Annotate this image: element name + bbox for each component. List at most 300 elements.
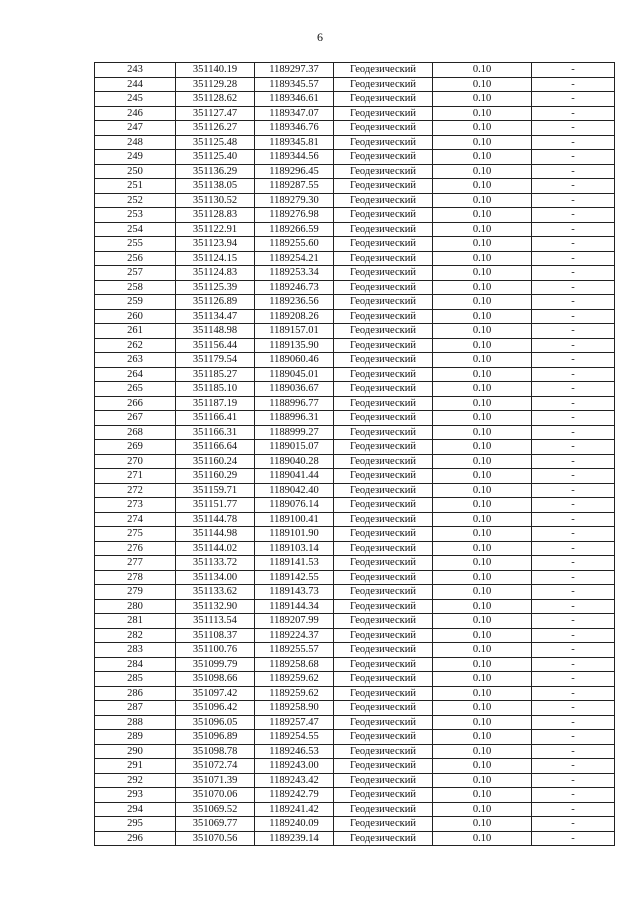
- x-coordinate-cell: 351099.79: [176, 657, 255, 672]
- y-coordinate-cell: 1189224.37: [255, 628, 334, 643]
- x-coordinate-cell: 351127.47: [176, 106, 255, 121]
- accuracy-cell: 0.10: [433, 106, 532, 121]
- y-coordinate-cell: 1189015.07: [255, 440, 334, 455]
- x-coordinate-cell: 351156.44: [176, 338, 255, 353]
- y-coordinate-cell: 1189141.53: [255, 556, 334, 571]
- accuracy-cell: 0.10: [433, 266, 532, 281]
- description-cell: -: [532, 164, 615, 179]
- accuracy-cell: 0.10: [433, 251, 532, 266]
- x-coordinate-cell: 351166.64: [176, 440, 255, 455]
- accuracy-cell: 0.10: [433, 512, 532, 527]
- accuracy-cell: 0.10: [433, 135, 532, 150]
- x-coordinate-cell: 351125.40: [176, 150, 255, 165]
- description-cell: -: [532, 193, 615, 208]
- table-row: [95, 353, 615, 368]
- description-cell: -: [532, 715, 615, 730]
- method-cell: Геодезический: [334, 556, 433, 571]
- accuracy-cell: 0.10: [433, 425, 532, 440]
- description-cell: -: [532, 556, 615, 571]
- y-coordinate-cell: 1189347.07: [255, 106, 334, 121]
- y-coordinate-cell: 1189241.42: [255, 802, 334, 817]
- x-coordinate-cell: 351128.83: [176, 208, 255, 223]
- description-cell: -: [532, 773, 615, 788]
- description-cell: -: [532, 483, 615, 498]
- y-coordinate-cell: 1189246.53: [255, 744, 334, 759]
- accuracy-cell: 0.10: [433, 179, 532, 194]
- x-coordinate-cell: 351134.47: [176, 309, 255, 324]
- description-cell: -: [532, 744, 615, 759]
- table-row: [95, 657, 615, 672]
- y-coordinate-cell: 1189276.98: [255, 208, 334, 223]
- description-cell: -: [532, 106, 615, 121]
- description-cell: -: [532, 672, 615, 687]
- table-row: [95, 599, 615, 614]
- point-number-cell: 265: [95, 382, 176, 397]
- point-number-cell: 260: [95, 309, 176, 324]
- accuracy-cell: 0.10: [433, 367, 532, 382]
- description-cell: -: [532, 440, 615, 455]
- point-number-cell: 263: [95, 353, 176, 368]
- point-number-cell: 291: [95, 759, 176, 774]
- description-cell: -: [532, 541, 615, 556]
- point-number-cell: 251: [95, 179, 176, 194]
- y-coordinate-cell: 1189345.57: [255, 77, 334, 92]
- method-cell: Геодезический: [334, 92, 433, 107]
- accuracy-cell: 0.10: [433, 701, 532, 716]
- method-cell: Геодезический: [334, 657, 433, 672]
- x-coordinate-cell: 351159.71: [176, 483, 255, 498]
- page-number: 6: [317, 30, 323, 44]
- point-number-cell: 286: [95, 686, 176, 701]
- x-coordinate-cell: 351071.39: [176, 773, 255, 788]
- y-coordinate-cell: 1189060.46: [255, 353, 334, 368]
- description-cell: -: [532, 237, 615, 252]
- point-number-cell: 261: [95, 324, 176, 339]
- description-cell: -: [532, 353, 615, 368]
- description-cell: -: [532, 817, 615, 832]
- point-number-cell: 271: [95, 469, 176, 484]
- description-cell: -: [532, 150, 615, 165]
- accuracy-cell: 0.10: [433, 208, 532, 223]
- point-number-cell: 272: [95, 483, 176, 498]
- y-coordinate-cell: 1188996.77: [255, 396, 334, 411]
- description-cell: -: [532, 295, 615, 310]
- table-row: [95, 251, 615, 266]
- method-cell: Геодезический: [334, 483, 433, 498]
- x-coordinate-cell: 351140.19: [176, 63, 255, 78]
- x-coordinate-cell: 351070.06: [176, 788, 255, 803]
- method-cell: Геодезический: [334, 599, 433, 614]
- point-number-cell: 253: [95, 208, 176, 223]
- point-number-cell: 247: [95, 121, 176, 136]
- method-cell: Геодезический: [334, 150, 433, 165]
- point-number-cell: 254: [95, 222, 176, 237]
- description-cell: -: [532, 527, 615, 542]
- accuracy-cell: 0.10: [433, 483, 532, 498]
- y-coordinate-cell: 1189103.14: [255, 541, 334, 556]
- method-cell: Геодезический: [334, 773, 433, 788]
- table-row: [95, 498, 615, 513]
- table-row: [95, 469, 615, 484]
- method-cell: Геодезический: [334, 280, 433, 295]
- accuracy-cell: 0.10: [433, 469, 532, 484]
- table-row: [95, 77, 615, 92]
- y-coordinate-cell: 1189243.42: [255, 773, 334, 788]
- accuracy-cell: 0.10: [433, 454, 532, 469]
- accuracy-cell: 0.10: [433, 527, 532, 542]
- table-row: [95, 628, 615, 643]
- point-number-cell: 290: [95, 744, 176, 759]
- point-number-cell: 243: [95, 63, 176, 78]
- table-row: [95, 338, 615, 353]
- x-coordinate-cell: 351125.48: [176, 135, 255, 150]
- point-number-cell: 244: [95, 77, 176, 92]
- table-row: [95, 759, 615, 774]
- description-cell: -: [532, 512, 615, 527]
- description-cell: -: [532, 251, 615, 266]
- y-coordinate-cell: 1189242.79: [255, 788, 334, 803]
- description-cell: -: [532, 208, 615, 223]
- table-row: [95, 396, 615, 411]
- y-coordinate-cell: 1189135.90: [255, 338, 334, 353]
- point-number-cell: 282: [95, 628, 176, 643]
- y-coordinate-cell: 1189254.55: [255, 730, 334, 745]
- point-number-cell: 252: [95, 193, 176, 208]
- y-coordinate-cell: 1189101.90: [255, 527, 334, 542]
- method-cell: Геодезический: [334, 193, 433, 208]
- method-cell: Геодезический: [334, 527, 433, 542]
- table-row: [95, 556, 615, 571]
- method-cell: Геодезический: [334, 237, 433, 252]
- x-coordinate-cell: 351069.77: [176, 817, 255, 832]
- accuracy-cell: 0.10: [433, 164, 532, 179]
- accuracy-cell: 0.10: [433, 121, 532, 136]
- accuracy-cell: 0.10: [433, 353, 532, 368]
- point-number-cell: 258: [95, 280, 176, 295]
- method-cell: Геодезический: [334, 512, 433, 527]
- method-cell: Геодезический: [334, 411, 433, 426]
- y-coordinate-cell: 1189036.67: [255, 382, 334, 397]
- x-coordinate-cell: 351124.15: [176, 251, 255, 266]
- method-cell: Геодезический: [334, 251, 433, 266]
- x-coordinate-cell: 351126.89: [176, 295, 255, 310]
- method-cell: Геодезический: [334, 353, 433, 368]
- method-cell: Геодезический: [334, 730, 433, 745]
- table-row: [95, 222, 615, 237]
- x-coordinate-cell: 351113.54: [176, 614, 255, 629]
- table-row: [95, 454, 615, 469]
- accuracy-cell: 0.10: [433, 222, 532, 237]
- method-cell: Геодезический: [334, 788, 433, 803]
- point-number-cell: 257: [95, 266, 176, 281]
- x-coordinate-cell: 351134.00: [176, 570, 255, 585]
- description-cell: -: [532, 614, 615, 629]
- table-row: [95, 788, 615, 803]
- x-coordinate-cell: 351133.72: [176, 556, 255, 571]
- x-coordinate-cell: 351108.37: [176, 628, 255, 643]
- accuracy-cell: 0.10: [433, 599, 532, 614]
- method-cell: Геодезический: [334, 715, 433, 730]
- coordinates-table-body: [95, 63, 615, 846]
- description-cell: -: [532, 222, 615, 237]
- accuracy-cell: 0.10: [433, 686, 532, 701]
- y-coordinate-cell: 1189258.68: [255, 657, 334, 672]
- y-coordinate-cell: 1189041.44: [255, 469, 334, 484]
- point-number-cell: 266: [95, 396, 176, 411]
- table-row: [95, 701, 615, 716]
- accuracy-cell: 0.10: [433, 396, 532, 411]
- description-cell: -: [532, 367, 615, 382]
- table-row: [95, 208, 615, 223]
- x-coordinate-cell: 351133.62: [176, 585, 255, 600]
- table-row: [95, 817, 615, 832]
- table-row: [95, 730, 615, 745]
- table-row: [95, 411, 615, 426]
- y-coordinate-cell: 1189243.00: [255, 759, 334, 774]
- point-number-cell: 284: [95, 657, 176, 672]
- accuracy-cell: 0.10: [433, 150, 532, 165]
- method-cell: Геодезический: [334, 208, 433, 223]
- y-coordinate-cell: 1189258.90: [255, 701, 334, 716]
- accuracy-cell: 0.10: [433, 498, 532, 513]
- y-coordinate-cell: 1189255.57: [255, 643, 334, 658]
- description-cell: -: [532, 802, 615, 817]
- method-cell: Геодезический: [334, 541, 433, 556]
- accuracy-cell: 0.10: [433, 759, 532, 774]
- description-cell: -: [532, 92, 615, 107]
- table-row: [95, 63, 615, 78]
- method-cell: Геодезический: [334, 585, 433, 600]
- method-cell: Геодезический: [334, 367, 433, 382]
- method-cell: Геодезический: [334, 266, 433, 281]
- point-number-cell: 275: [95, 527, 176, 542]
- point-number-cell: 281: [95, 614, 176, 629]
- point-number-cell: 249: [95, 150, 176, 165]
- description-cell: -: [532, 831, 615, 846]
- accuracy-cell: 0.10: [433, 614, 532, 629]
- y-coordinate-cell: 1189346.76: [255, 121, 334, 136]
- x-coordinate-cell: 351187.19: [176, 396, 255, 411]
- accuracy-cell: 0.10: [433, 324, 532, 339]
- accuracy-cell: 0.10: [433, 280, 532, 295]
- description-cell: -: [532, 585, 615, 600]
- accuracy-cell: 0.10: [433, 817, 532, 832]
- point-number-cell: 289: [95, 730, 176, 745]
- x-coordinate-cell: 351124.83: [176, 266, 255, 281]
- x-coordinate-cell: 351125.39: [176, 280, 255, 295]
- method-cell: Геодезический: [334, 454, 433, 469]
- table-row: [95, 715, 615, 730]
- y-coordinate-cell: 1189246.73: [255, 280, 334, 295]
- method-cell: Геодезический: [334, 179, 433, 194]
- x-coordinate-cell: 351129.28: [176, 77, 255, 92]
- x-coordinate-cell: 351144.78: [176, 512, 255, 527]
- table-row: [95, 570, 615, 585]
- description-cell: -: [532, 396, 615, 411]
- x-coordinate-cell: 351132.90: [176, 599, 255, 614]
- table-row: [95, 643, 615, 658]
- accuracy-cell: 0.10: [433, 309, 532, 324]
- x-coordinate-cell: 351185.27: [176, 367, 255, 382]
- y-coordinate-cell: 1189259.62: [255, 672, 334, 687]
- accuracy-cell: 0.10: [433, 295, 532, 310]
- description-cell: -: [532, 454, 615, 469]
- point-number-cell: 276: [95, 541, 176, 556]
- x-coordinate-cell: 351151.77: [176, 498, 255, 513]
- description-cell: -: [532, 570, 615, 585]
- method-cell: Геодезический: [334, 628, 433, 643]
- point-number-cell: 250: [95, 164, 176, 179]
- point-number-cell: 246: [95, 106, 176, 121]
- method-cell: Геодезический: [334, 817, 433, 832]
- x-coordinate-cell: 351148.98: [176, 324, 255, 339]
- y-coordinate-cell: 1189157.01: [255, 324, 334, 339]
- method-cell: Геодезический: [334, 63, 433, 78]
- method-cell: Геодезический: [334, 135, 433, 150]
- accuracy-cell: 0.10: [433, 541, 532, 556]
- method-cell: Геодезический: [334, 744, 433, 759]
- point-number-cell: 248: [95, 135, 176, 150]
- point-number-cell: 283: [95, 643, 176, 658]
- description-cell: -: [532, 63, 615, 78]
- description-cell: -: [532, 179, 615, 194]
- method-cell: Геодезический: [334, 295, 433, 310]
- accuracy-cell: 0.10: [433, 92, 532, 107]
- table-row: [95, 773, 615, 788]
- method-cell: Геодезический: [334, 164, 433, 179]
- description-cell: -: [532, 469, 615, 484]
- description-cell: -: [532, 599, 615, 614]
- table-row: [95, 367, 615, 382]
- x-coordinate-cell: 351097.42: [176, 686, 255, 701]
- table-row: [95, 266, 615, 281]
- description-cell: -: [532, 425, 615, 440]
- table-row: [95, 802, 615, 817]
- y-coordinate-cell: 1189279.30: [255, 193, 334, 208]
- x-coordinate-cell: 351126.27: [176, 121, 255, 136]
- method-cell: Геодезический: [334, 324, 433, 339]
- x-coordinate-cell: 351138.05: [176, 179, 255, 194]
- y-coordinate-cell: 1189042.40: [255, 483, 334, 498]
- point-number-cell: 262: [95, 338, 176, 353]
- y-coordinate-cell: 1189144.34: [255, 599, 334, 614]
- point-number-cell: 292: [95, 773, 176, 788]
- method-cell: Геодезический: [334, 831, 433, 846]
- x-coordinate-cell: 351096.89: [176, 730, 255, 745]
- table-row: [95, 164, 615, 179]
- description-cell: -: [532, 643, 615, 658]
- accuracy-cell: 0.10: [433, 628, 532, 643]
- description-cell: -: [532, 280, 615, 295]
- point-number-cell: 274: [95, 512, 176, 527]
- method-cell: Геодезический: [334, 498, 433, 513]
- method-cell: Геодезический: [334, 759, 433, 774]
- accuracy-cell: 0.10: [433, 570, 532, 585]
- method-cell: Геодезический: [334, 222, 433, 237]
- accuracy-cell: 0.10: [433, 643, 532, 658]
- description-cell: -: [532, 309, 615, 324]
- y-coordinate-cell: 1189142.55: [255, 570, 334, 585]
- point-number-cell: 255: [95, 237, 176, 252]
- x-coordinate-cell: 351128.62: [176, 92, 255, 107]
- table-row: [95, 193, 615, 208]
- description-cell: -: [532, 788, 615, 803]
- coordinates-table: [94, 62, 615, 846]
- table-row: [95, 135, 615, 150]
- description-cell: -: [532, 338, 615, 353]
- table-row: [95, 280, 615, 295]
- accuracy-cell: 0.10: [433, 744, 532, 759]
- description-cell: -: [532, 686, 615, 701]
- y-coordinate-cell: 1189287.55: [255, 179, 334, 194]
- x-coordinate-cell: 351160.29: [176, 469, 255, 484]
- description-cell: -: [532, 411, 615, 426]
- x-coordinate-cell: 351072.74: [176, 759, 255, 774]
- y-coordinate-cell: 1189040.28: [255, 454, 334, 469]
- method-cell: Геодезический: [334, 425, 433, 440]
- table-row: [95, 309, 615, 324]
- accuracy-cell: 0.10: [433, 556, 532, 571]
- point-number-cell: 259: [95, 295, 176, 310]
- description-cell: -: [532, 121, 615, 136]
- y-coordinate-cell: 1189255.60: [255, 237, 334, 252]
- x-coordinate-cell: 351160.24: [176, 454, 255, 469]
- x-coordinate-cell: 351096.42: [176, 701, 255, 716]
- description-cell: -: [532, 657, 615, 672]
- table-row: [95, 686, 615, 701]
- table-row: [95, 440, 615, 455]
- y-coordinate-cell: 1189253.34: [255, 266, 334, 281]
- point-number-cell: 277: [95, 556, 176, 571]
- point-number-cell: 256: [95, 251, 176, 266]
- description-cell: -: [532, 266, 615, 281]
- table-row: [95, 483, 615, 498]
- method-cell: Геодезический: [334, 686, 433, 701]
- method-cell: Геодезический: [334, 309, 433, 324]
- description-cell: -: [532, 730, 615, 745]
- coordinates-table-container: [94, 62, 608, 846]
- accuracy-cell: 0.10: [433, 440, 532, 455]
- table-row: [95, 106, 615, 121]
- accuracy-cell: 0.10: [433, 802, 532, 817]
- table-row: [95, 150, 615, 165]
- point-number-cell: 270: [95, 454, 176, 469]
- x-coordinate-cell: 351130.52: [176, 193, 255, 208]
- table-row: [95, 614, 615, 629]
- accuracy-cell: 0.10: [433, 788, 532, 803]
- point-number-cell: 269: [95, 440, 176, 455]
- method-cell: Геодезический: [334, 643, 433, 658]
- x-coordinate-cell: 351069.52: [176, 802, 255, 817]
- x-coordinate-cell: 351070.56: [176, 831, 255, 846]
- method-cell: Геодезический: [334, 396, 433, 411]
- method-cell: Геодезический: [334, 672, 433, 687]
- point-number-cell: 279: [95, 585, 176, 600]
- x-coordinate-cell: 351144.98: [176, 527, 255, 542]
- y-coordinate-cell: 1189266.59: [255, 222, 334, 237]
- x-coordinate-cell: 351185.10: [176, 382, 255, 397]
- y-coordinate-cell: 1189240.09: [255, 817, 334, 832]
- accuracy-cell: 0.10: [433, 585, 532, 600]
- x-coordinate-cell: 351122.91: [176, 222, 255, 237]
- description-cell: -: [532, 324, 615, 339]
- y-coordinate-cell: 1189100.41: [255, 512, 334, 527]
- table-row: [95, 92, 615, 107]
- table-row: [95, 295, 615, 310]
- x-coordinate-cell: 351123.94: [176, 237, 255, 252]
- y-coordinate-cell: 1189239.14: [255, 831, 334, 846]
- point-number-cell: 293: [95, 788, 176, 803]
